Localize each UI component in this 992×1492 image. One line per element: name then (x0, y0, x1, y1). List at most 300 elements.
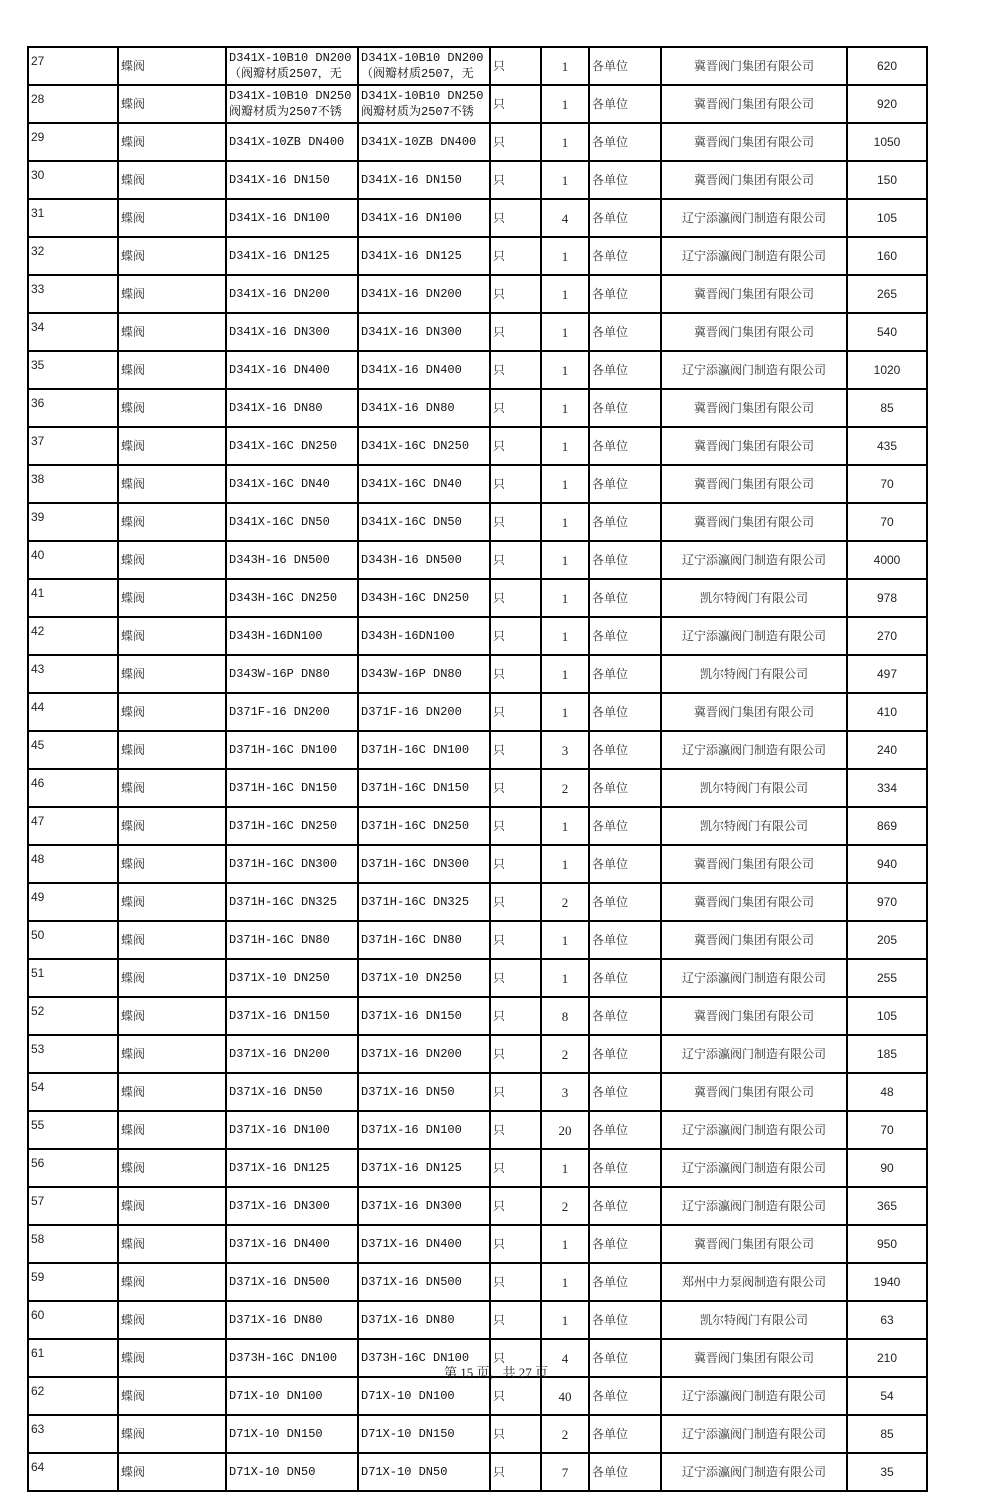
quantity-cell: 1 (541, 47, 589, 85)
table-row (28, 1377, 927, 1415)
quantity-cell: 1 (541, 313, 589, 351)
model-cell: D341X-16 DN200 (226, 275, 358, 313)
quantity-cell: 1 (541, 959, 589, 997)
price-cell: 35 (847, 1453, 927, 1491)
price-cell: 334 (847, 769, 927, 807)
price-cell: 150 (847, 161, 927, 199)
unit-cell: 只 (490, 1111, 541, 1149)
item-name: 蝶阀 (118, 1301, 226, 1339)
quantity-cell: 1 (541, 351, 589, 389)
model-cell (226, 85, 358, 123)
quantity-cell: 3 (541, 731, 589, 769)
quantity-cell: 4 (541, 199, 589, 237)
row-number: 64 (28, 1453, 118, 1491)
model-cell: D71X-10 DN150 (226, 1415, 358, 1453)
price-table (27, 46, 928, 1492)
price-cell: 410 (847, 693, 927, 731)
spec-cell: D341X-16C DN50 (358, 503, 490, 541)
item-name: 蝶阀 (118, 1339, 226, 1377)
vendor-cell: 辽宁添瀛阀门制造有限公司 (661, 1187, 847, 1225)
quantity-cell: 2 (541, 883, 589, 921)
table-row (28, 465, 927, 503)
model-cell: D371F-16 DN200 (226, 693, 358, 731)
price-cell: 950 (847, 1225, 927, 1263)
quantity-cell: 1 (541, 1263, 589, 1301)
unit-cell: 只 (490, 1377, 541, 1415)
table-row (28, 275, 927, 313)
spec-cell: D371X-16 DN500 (358, 1263, 490, 1301)
row-number: 55 (28, 1111, 118, 1149)
row-number: 58 (28, 1225, 118, 1263)
price-cell: 105 (847, 199, 927, 237)
price-cell: 540 (847, 313, 927, 351)
model-cell: D371H-16C DN300 (226, 845, 358, 883)
vendor-cell: 冀晋阀门集团有限公司 (661, 883, 847, 921)
item-name: 蝶阀 (118, 275, 226, 313)
row-number: 28 (28, 85, 118, 123)
spec-cell: D371X-16 DN100 (358, 1111, 490, 1149)
table-row (28, 921, 927, 959)
unit-cell: 只 (490, 199, 541, 237)
spec-cell-line: 阀瓣材质为2507不锈 (361, 105, 474, 119)
spec-cell: D371X-16 DN150 (358, 997, 490, 1035)
item-name: 蝶阀 (118, 503, 226, 541)
model-cell: D341X-16 DN100 (226, 199, 358, 237)
vendor-cell: 冀晋阀门集团有限公司 (661, 997, 847, 1035)
quantity-cell: 1 (541, 541, 589, 579)
unit-cell: 只 (490, 769, 541, 807)
quantity-cell: 4 (541, 1339, 589, 1377)
department-cell: 各单位 (589, 1339, 661, 1377)
price-cell: 620 (847, 47, 927, 85)
price-cell: 365 (847, 1187, 927, 1225)
item-name: 蝶阀 (118, 313, 226, 351)
page-footer: 第 15 页，共 27 页 (443, 1365, 548, 1380)
spec-cell: D371H-16C DN100 (358, 731, 490, 769)
spec-cell: D371H-16C DN300 (358, 845, 490, 883)
table-row (28, 199, 927, 237)
item-name: 蝶阀 (118, 655, 226, 693)
department-cell: 各单位 (589, 731, 661, 769)
vendor-cell: 冀晋阀门集团有限公司 (661, 161, 847, 199)
table-row (28, 655, 927, 693)
model-cell (226, 47, 358, 85)
price-cell: 70 (847, 1111, 927, 1149)
department-cell: 各单位 (589, 465, 661, 503)
price-cell: 70 (847, 503, 927, 541)
table-row (28, 1453, 927, 1491)
price-cell: 185 (847, 1035, 927, 1073)
price-cell: 970 (847, 883, 927, 921)
vendor-cell: 凯尔特阀门有限公司 (661, 769, 847, 807)
department-cell: 各单位 (589, 313, 661, 351)
row-number: 42 (28, 617, 118, 655)
price-cell: 435 (847, 427, 927, 465)
unit-cell: 只 (490, 1263, 541, 1301)
model-cell: D371X-10 DN250 (226, 959, 358, 997)
item-name: 蝶阀 (118, 541, 226, 579)
item-name: 蝶阀 (118, 47, 226, 85)
row-number: 48 (28, 845, 118, 883)
price-cell: 270 (847, 617, 927, 655)
price-cell: 869 (847, 807, 927, 845)
row-number: 51 (28, 959, 118, 997)
row-number: 59 (28, 1263, 118, 1301)
vendor-cell: 冀晋阀门集团有限公司 (661, 427, 847, 465)
model-cell-line: D341X-10B10 DN200 (229, 51, 352, 65)
row-number: 27 (28, 47, 118, 85)
unit-cell: 只 (490, 921, 541, 959)
quantity-cell: 1 (541, 617, 589, 655)
vendor-cell: 辽宁添瀛阀门制造有限公司 (661, 541, 847, 579)
spec-cell: D371H-16C DN150 (358, 769, 490, 807)
quantity-cell: 1 (541, 275, 589, 313)
item-name: 蝶阀 (118, 237, 226, 275)
table-row (28, 579, 927, 617)
row-number: 45 (28, 731, 118, 769)
model-cell: D343H-16DN100 (226, 617, 358, 655)
row-number: 39 (28, 503, 118, 541)
row-number: 44 (28, 693, 118, 731)
unit-cell: 只 (490, 1415, 541, 1453)
department-cell: 各单位 (589, 427, 661, 465)
quantity-cell: 1 (541, 921, 589, 959)
price-cell: 240 (847, 731, 927, 769)
price-cell: 63 (847, 1301, 927, 1339)
unit-cell: 只 (490, 1187, 541, 1225)
vendor-cell: 冀晋阀门集团有限公司 (661, 389, 847, 427)
spec-cell: D371F-16 DN200 (358, 693, 490, 731)
vendor-cell: 冀晋阀门集团有限公司 (661, 921, 847, 959)
item-name: 蝶阀 (118, 883, 226, 921)
spec-cell: D343H-16DN100 (358, 617, 490, 655)
model-cell: D371X-16 DN500 (226, 1263, 358, 1301)
spec-cell: D371X-16 DN400 (358, 1225, 490, 1263)
department-cell: 各单位 (589, 997, 661, 1035)
table-row (28, 161, 927, 199)
quantity-cell: 1 (541, 465, 589, 503)
unit-cell: 只 (490, 997, 541, 1035)
model-cell: D71X-10 DN50 (226, 1453, 358, 1491)
vendor-cell: 冀晋阀门集团有限公司 (661, 313, 847, 351)
model-cell: D371X-16 DN100 (226, 1111, 358, 1149)
spec-cell: D371X-16 DN200 (358, 1035, 490, 1073)
unit-cell: 只 (490, 47, 541, 85)
spec-cell: D371X-16 DN125 (358, 1149, 490, 1187)
department-cell: 各单位 (589, 1035, 661, 1073)
table-row (28, 313, 927, 351)
vendor-cell: 冀晋阀门集团有限公司 (661, 47, 847, 85)
model-cell: D343H-16C DN250 (226, 579, 358, 617)
quantity-cell: 1 (541, 161, 589, 199)
spec-cell: D343H-16C DN250 (358, 579, 490, 617)
table-row (28, 1263, 927, 1301)
department-cell: 各单位 (589, 693, 661, 731)
table-row (28, 959, 927, 997)
price-cell: 920 (847, 85, 927, 123)
item-name: 蝶阀 (118, 1111, 226, 1149)
quantity-cell: 1 (541, 503, 589, 541)
price-table-body (28, 47, 927, 1491)
unit-cell: 只 (490, 503, 541, 541)
item-name: 蝶阀 (118, 769, 226, 807)
spec-cell: D341X-16 DN100 (358, 199, 490, 237)
model-cell: D371X-16 DN150 (226, 997, 358, 1035)
item-name: 蝶阀 (118, 389, 226, 427)
price-cell: 1940 (847, 1263, 927, 1301)
table-row (28, 85, 927, 123)
unit-cell: 只 (490, 731, 541, 769)
quantity-cell: 2 (541, 1035, 589, 1073)
department-cell: 各单位 (589, 655, 661, 693)
quantity-cell: 1 (541, 845, 589, 883)
item-name: 蝶阀 (118, 731, 226, 769)
row-number: 62 (28, 1377, 118, 1415)
table-row (28, 123, 927, 161)
department-cell: 各单位 (589, 959, 661, 997)
vendor-cell: 冀晋阀门集团有限公司 (661, 503, 847, 541)
row-number: 33 (28, 275, 118, 313)
row-number: 47 (28, 807, 118, 845)
vendor-cell: 辽宁添瀛阀门制造有限公司 (661, 1453, 847, 1491)
table-row (28, 997, 927, 1035)
quantity-cell: 1 (541, 807, 589, 845)
quantity-cell: 1 (541, 1301, 589, 1339)
model-cell: D341X-16 DN125 (226, 237, 358, 275)
row-number: 61 (28, 1339, 118, 1377)
vendor-cell: 辽宁添瀛阀门制造有限公司 (661, 1035, 847, 1073)
department-cell: 各单位 (589, 579, 661, 617)
row-number: 63 (28, 1415, 118, 1453)
price-cell: 85 (847, 1415, 927, 1453)
unit-cell: 只 (490, 465, 541, 503)
vendor-cell: 辽宁添瀛阀门制造有限公司 (661, 959, 847, 997)
model-cell: D371H-16C DN325 (226, 883, 358, 921)
row-number: 32 (28, 237, 118, 275)
vendor-cell: 凯尔特阀门有限公司 (661, 655, 847, 693)
vendor-cell: 辽宁添瀛阀门制造有限公司 (661, 1415, 847, 1453)
price-cell: 54 (847, 1377, 927, 1415)
price-cell: 1020 (847, 351, 927, 389)
spec-cell: D341X-16 DN125 (358, 237, 490, 275)
item-name: 蝶阀 (118, 161, 226, 199)
unit-cell: 只 (490, 389, 541, 427)
spec-cell: D343W-16P DN80 (358, 655, 490, 693)
price-cell: 105 (847, 997, 927, 1035)
vendor-cell: 辽宁添瀛阀门制造有限公司 (661, 237, 847, 275)
table-row (28, 1415, 927, 1453)
table-row (28, 427, 927, 465)
model-cell: D341X-16 DN400 (226, 351, 358, 389)
row-number: 41 (28, 579, 118, 617)
spec-cell: D341X-16 DN150 (358, 161, 490, 199)
vendor-cell: 辽宁添瀛阀门制造有限公司 (661, 199, 847, 237)
unit-cell: 只 (490, 655, 541, 693)
spec-cell: D341X-10ZB DN400 (358, 123, 490, 161)
table-row (28, 845, 927, 883)
unit-cell: 只 (490, 845, 541, 883)
spec-cell: D371H-16C DN80 (358, 921, 490, 959)
table-row (28, 769, 927, 807)
item-name: 蝶阀 (118, 617, 226, 655)
spec-cell: D341X-16C DN250 (358, 427, 490, 465)
price-cell: 497 (847, 655, 927, 693)
table-row (28, 389, 927, 427)
department-cell: 各单位 (589, 237, 661, 275)
vendor-cell: 凯尔特阀门有限公司 (661, 579, 847, 617)
model-cell-line: （阀瓣材质2507，无 (229, 67, 342, 81)
item-name: 蝶阀 (118, 921, 226, 959)
spec-cell: D341X-16 DN300 (358, 313, 490, 351)
price-cell: 4000 (847, 541, 927, 579)
row-number: 57 (28, 1187, 118, 1225)
table-row (28, 237, 927, 275)
item-name: 蝶阀 (118, 1073, 226, 1111)
row-number: 46 (28, 769, 118, 807)
department-cell: 各单位 (589, 503, 661, 541)
vendor-cell: 凯尔特阀门有限公司 (661, 807, 847, 845)
department-cell: 各单位 (589, 807, 661, 845)
model-cell: D341X-10ZB DN400 (226, 123, 358, 161)
item-name: 蝶阀 (118, 199, 226, 237)
row-number: 60 (28, 1301, 118, 1339)
unit-cell: 只 (490, 959, 541, 997)
department-cell: 各单位 (589, 1377, 661, 1415)
department-cell: 各单位 (589, 845, 661, 883)
item-name: 蝶阀 (118, 427, 226, 465)
vendor-cell: 辽宁添瀛阀门制造有限公司 (661, 1111, 847, 1149)
unit-cell: 只 (490, 617, 541, 655)
table-row (28, 807, 927, 845)
vendor-cell: 辽宁添瀛阀门制造有限公司 (661, 351, 847, 389)
table-row (28, 47, 927, 85)
department-cell: 各单位 (589, 1415, 661, 1453)
item-name: 蝶阀 (118, 1377, 226, 1415)
item-name: 蝶阀 (118, 845, 226, 883)
vendor-cell: 冀晋阀门集团有限公司 (661, 1339, 847, 1377)
vendor-cell: 辽宁添瀛阀门制造有限公司 (661, 1377, 847, 1415)
row-number: 34 (28, 313, 118, 351)
row-number: 35 (28, 351, 118, 389)
vendor-cell: 辽宁添瀛阀门制造有限公司 (661, 1149, 847, 1187)
vendor-cell: 冀晋阀门集团有限公司 (661, 85, 847, 123)
department-cell: 各单位 (589, 1187, 661, 1225)
row-number: 38 (28, 465, 118, 503)
item-name: 蝶阀 (118, 1415, 226, 1453)
spec-cell: D341X-16 DN400 (358, 351, 490, 389)
price-cell: 255 (847, 959, 927, 997)
price-cell: 1050 (847, 123, 927, 161)
department-cell: 各单位 (589, 1111, 661, 1149)
quantity-cell: 1 (541, 693, 589, 731)
quantity-cell: 2 (541, 769, 589, 807)
item-name: 蝶阀 (118, 1453, 226, 1491)
model-cell: D371H-16C DN150 (226, 769, 358, 807)
unit-cell: 只 (490, 541, 541, 579)
model-cell: D371H-16C DN250 (226, 807, 358, 845)
quantity-cell: 2 (541, 1187, 589, 1225)
table-row (28, 1035, 927, 1073)
vendor-cell: 冀晋阀门集团有限公司 (661, 123, 847, 161)
row-number: 49 (28, 883, 118, 921)
item-name: 蝶阀 (118, 1187, 226, 1225)
model-cell: D341X-16 DN300 (226, 313, 358, 351)
spec-cell: D71X-10 DN50 (358, 1453, 490, 1491)
quantity-cell: 40 (541, 1377, 589, 1415)
item-name: 蝶阀 (118, 123, 226, 161)
department-cell: 各单位 (589, 1301, 661, 1339)
table-row (28, 1225, 927, 1263)
department-cell: 各单位 (589, 123, 661, 161)
spec-cell: D343H-16 DN500 (358, 541, 490, 579)
price-cell: 48 (847, 1073, 927, 1111)
spec-cell-line: D341X-10B10 DN200 (361, 51, 484, 65)
unit-cell: 只 (490, 579, 541, 617)
model-cell: D71X-10 DN100 (226, 1377, 358, 1415)
spec-cell-line: （阀瓣材质2507，无 (361, 67, 474, 81)
quantity-cell: 1 (541, 123, 589, 161)
item-name: 蝶阀 (118, 85, 226, 123)
quantity-cell: 8 (541, 997, 589, 1035)
department-cell: 各单位 (589, 161, 661, 199)
model-cell-line: 阀瓣材质为2507不锈 (229, 105, 342, 119)
table-row (28, 1301, 927, 1339)
spec-cell: D341X-16C DN40 (358, 465, 490, 503)
model-cell: D371H-16C DN100 (226, 731, 358, 769)
unit-cell: 只 (490, 693, 541, 731)
price-cell: 205 (847, 921, 927, 959)
quantity-cell: 7 (541, 1453, 589, 1491)
department-cell: 各单位 (589, 85, 661, 123)
unit-cell: 只 (490, 807, 541, 845)
model-cell: D341X-16 DN80 (226, 389, 358, 427)
quantity-cell: 1 (541, 389, 589, 427)
department-cell: 各单位 (589, 47, 661, 85)
vendor-cell: 冀晋阀门集团有限公司 (661, 1073, 847, 1111)
price-cell: 978 (847, 579, 927, 617)
unit-cell: 只 (490, 1301, 541, 1339)
spec-cell: D371X-16 DN50 (358, 1073, 490, 1111)
model-cell: D341X-16C DN250 (226, 427, 358, 465)
quantity-cell: 20 (541, 1111, 589, 1149)
row-number: 53 (28, 1035, 118, 1073)
model-cell: D341X-16C DN50 (226, 503, 358, 541)
price-cell: 210 (847, 1339, 927, 1377)
model-cell: D373H-16C DN100 (226, 1339, 358, 1377)
table-row (28, 1149, 927, 1187)
quantity-cell: 1 (541, 427, 589, 465)
quantity-cell: 3 (541, 1073, 589, 1111)
vendor-cell: 辽宁添瀛阀门制造有限公司 (661, 731, 847, 769)
item-name: 蝶阀 (118, 959, 226, 997)
vendor-cell: 冀晋阀门集团有限公司 (661, 845, 847, 883)
spec-cell: D371X-16 DN80 (358, 1301, 490, 1339)
price-cell: 70 (847, 465, 927, 503)
spec-cell: D373H-16C DN100 (358, 1339, 490, 1377)
table-row (28, 1111, 927, 1149)
table-row (28, 883, 927, 921)
spec-cell: D341X-16 DN80 (358, 389, 490, 427)
row-number: 36 (28, 389, 118, 427)
model-cell-line: D341X-10B10 DN250 (229, 89, 352, 103)
unit-cell: 只 (490, 1035, 541, 1073)
vendor-cell: 凯尔特阀门有限公司 (661, 1301, 847, 1339)
unit-cell: 只 (490, 275, 541, 313)
item-name: 蝶阀 (118, 1225, 226, 1263)
model-cell: D371X-16 DN300 (226, 1187, 358, 1225)
table-row (28, 731, 927, 769)
department-cell: 各单位 (589, 351, 661, 389)
